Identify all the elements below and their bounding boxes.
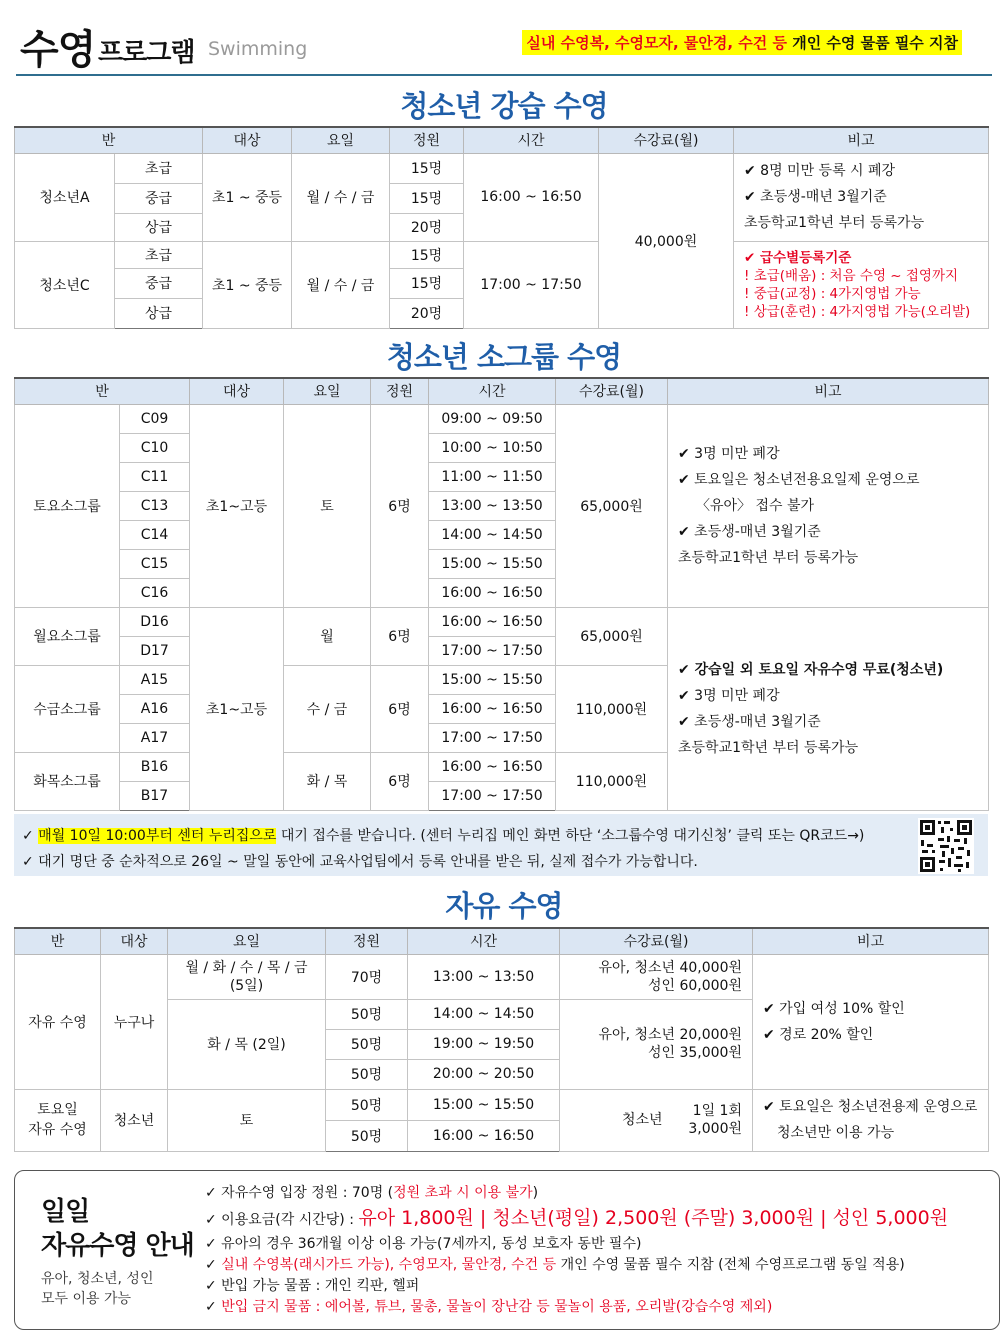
header-notice-rest: 개인 수영 물품 필수 지참 [786,34,958,52]
target: 초1~고등 [190,404,284,607]
target: 누구나 [101,954,168,1089]
col-header: 요일 [292,127,390,153]
level: 초급 [115,153,203,183]
class-code: C11 [120,462,190,491]
days: 월 [284,607,371,665]
info-line [205,1183,948,1204]
table-row [15,954,989,999]
note-line: ✔ 토요일은 청소년전용요일제 운영으로 [678,471,920,488]
class-code: C16 [120,578,190,607]
info-text: ) [532,1185,539,1201]
qr-code-icon[interactable] [918,818,974,874]
note-cell [753,954,989,1089]
time: 14:00 ~ 14:50 [429,520,556,549]
class-code: D16 [120,607,190,636]
table-row [15,153,989,183]
fee [560,954,753,999]
note-cell [753,1089,989,1151]
capacity: 50명 [326,1089,408,1120]
time: 16:00 ~ 16:50 [464,153,599,241]
page-header [16,14,992,76]
col-header: 대상 [203,127,292,153]
target: 초1 ~ 중등 [203,153,292,241]
col-header: 수강료(월) [560,928,753,954]
time: 20:00 ~ 20:50 [408,1059,560,1089]
class-code: C09 [120,404,190,433]
class-name: 청소년C [15,241,115,328]
time: 17:00 ~ 17:50 [429,636,556,665]
time: 17:00 ~ 17:50 [429,781,556,810]
section-title-lesson: 청소년 강습 수영 [400,89,608,123]
time: 17:00 ~ 17:50 [464,241,599,328]
fee: 110,000원 [556,665,668,752]
fee [560,1089,753,1151]
table-row [15,607,989,636]
level: 중급 [115,183,203,213]
col-header: 요일 [168,928,326,954]
fee-line: 유아, 청소년 20,000원 [598,1027,742,1043]
col-header: 수강료(월) [599,127,734,153]
class-name-line: 자유 수영 [28,1122,87,1138]
col-header: 반 [15,378,190,404]
days: 토 [284,404,371,607]
time: 16:00 ~ 16:50 [408,1120,560,1151]
daily-title-line: 자유수영 안내 [41,1231,194,1261]
note-cell [734,153,989,241]
class-code: C10 [120,433,190,462]
note-line: ✔ 초등생-매년 3월기준 [744,189,887,205]
info-line [205,1297,948,1318]
daily-free-swim-box [14,1170,1000,1330]
class-name: 월요소그룹 [15,607,120,665]
class-code: A16 [120,694,190,723]
price-list: 유아 1,800원 | 청소년(평일) 2,500원 (주말) 3,000원 | 성인 5,000원 [358,1207,949,1229]
class-code: C13 [120,491,190,520]
note-line: ✔ 가입 여성 10% 할인 [763,1000,905,1017]
fee-line: 성인 60,000원 [647,977,742,994]
capacity: 20명 [390,298,464,328]
col-header: 비고 [734,127,989,153]
fee: 65,000원 [556,607,668,665]
note-line: ✔ 강습일 외 토요일 자유수영 무료(청소년) [678,661,944,678]
capacity: 50명 [326,1029,408,1059]
page-title-en: Swimming [208,38,308,60]
fee: 40,000원 [599,153,734,328]
note-line: ✔ 8명 미만 등록 시 폐강 [744,163,896,179]
fee [560,999,753,1089]
note-line: ! 중급(교정) : 4가지영법 가능 [744,285,921,302]
time: 16:00 ~ 16:50 [429,752,556,781]
section-title-free: 자유 수영 [445,889,563,923]
days-line: 월 / 화 / 수 / 목 / 금 [185,959,308,976]
time: 15:00 ~ 15:50 [408,1089,560,1120]
lesson-table [14,126,989,329]
level: 초급 [115,241,203,268]
fee-label: 청소년 [622,1112,663,1128]
col-header: 요일 [284,378,371,404]
fee-line: 3,000원 [688,1121,742,1137]
level: 중급 [115,268,203,298]
col-header: 대상 [101,928,168,954]
note-line: ✔ 경로 20% 할인 [763,1026,874,1043]
time: 14:00 ~ 14:50 [408,999,560,1029]
note-line: ✔ 3명 미만 폐강 [678,445,780,462]
header-notice-red: 실내 수영복, 수영모자, 물안경, 수건 등 [526,34,787,52]
col-header: 정원 [371,378,429,404]
capacity: 15명 [390,153,464,183]
fee-line: 유아, 청소년 40,000원 [598,959,742,976]
capacity: 50명 [326,999,408,1029]
class-name: 토요소그룹 [15,404,120,607]
capacity: 15명 [390,183,464,213]
time: 17:00 ~ 17:50 [429,723,556,752]
time: 16:00 ~ 16:50 [429,694,556,723]
info-red: 반입 금지 물품 : 에어볼, 튜브, 물총, 물놀이 장난감 등 물놀이 용품, 오리발(강습수영 제외) [221,1299,773,1315]
days: 수 / 금 [284,665,371,752]
table-header-row [15,928,989,954]
col-header: 비고 [668,378,989,404]
free-swim-table [14,927,989,1152]
col-header: 대상 [190,378,284,404]
waitlist-notice [14,814,988,876]
note-line: ✔ 토요일은 청소년전용제 운영으로 [763,1099,978,1115]
header-notice [522,30,962,55]
col-header: 수강료(월) [556,378,668,404]
class-name: 화목소그룹 [15,752,120,810]
days: 화 / 목 (2일) [168,999,326,1089]
notice-line [22,825,864,845]
class-name: 청소년A [15,153,115,241]
daily-subtitle [41,1269,153,1309]
capacity: 6명 [371,752,429,810]
page-title: 수영 [20,27,96,73]
class-code: B16 [120,752,190,781]
target: 초1~고등 [190,607,284,810]
capacity: 6명 [371,665,429,752]
small-group-table [14,377,989,811]
capacity: 6명 [371,607,429,665]
capacity: 6명 [371,404,429,607]
class-code: A17 [120,723,190,752]
note-cell [668,404,989,607]
time: 16:00 ~ 16:50 [429,607,556,636]
note-line: 초등학교1학년 부터 등록가능 [744,215,925,231]
time: 11:00 ~ 11:50 [429,462,556,491]
info-text: 개인 수영 물품 필수 지참 (전체 수영프로그램 동일 적용) [556,1257,905,1273]
days: 월 / 수 / 금 [292,241,390,328]
col-header: 정원 [326,928,408,954]
fee: 110,000원 [556,752,668,810]
capacity: 15명 [390,241,464,268]
note-cell-red [734,241,989,328]
time: 13:00 ~ 13:50 [408,954,560,999]
info-line [205,1255,948,1276]
info-line: ✓ 반입 가능 물품 : 개인 킥판, 헬퍼 [205,1278,420,1294]
time: 10:00 ~ 10:50 [429,433,556,462]
fee-line: 성인 35,000원 [647,1045,742,1061]
daily-title [41,1195,194,1263]
note-line: ! 상급(훈련) : 4가지영법 가능(오리발) [744,303,971,320]
class-name: 자유 수영 [15,954,101,1089]
note-line: ✔ 급수별등록기준 [744,249,852,266]
col-header: 비고 [753,928,989,954]
note-line: ! 초급(배움) : 처음 수영 ~ 접영까지 [744,267,959,284]
info-red: 실내 수영복(래시가드 가능), 수영모자, 물안경, 수건 등 [221,1257,557,1273]
time: 13:00 ~ 13:50 [429,491,556,520]
info-red: 정원 초과 시 이용 불가 [393,1185,533,1201]
info-text: ✓ 자유수영 입장 정원 : 70명 ( [205,1185,394,1201]
capacity: 15명 [390,268,464,298]
daily-title-line: 일일 [41,1197,90,1227]
note-line: ✔ 초등생-매년 3월기준 [678,523,821,540]
class-name: 수금소그룹 [15,665,120,752]
info-line: ✓ 유아의 경우 36개월 이상 이용 가능(7세까지, 동성 보호자 동반 필수) [205,1236,642,1252]
level: 상급 [115,213,203,241]
days: 화 / 목 [284,752,371,810]
capacity: 70명 [326,954,408,999]
note-line: 청소년만 이용 가능 [777,1125,895,1141]
section-title-small: 청소년 소그룹 수영 [386,340,622,374]
daily-info-list [205,1183,948,1318]
time: 15:00 ~ 15:50 [429,549,556,578]
daily-subtitle-line: 유아, 청소년, 성인 [41,1271,154,1287]
time: 16:00 ~ 16:50 [429,578,556,607]
days: 토 [168,1089,326,1151]
table-header-row [15,378,989,404]
col-header: 반 [15,928,101,954]
class-code: C15 [120,549,190,578]
fee-line: 1일 1회 [692,1103,742,1119]
table-header-row [15,127,989,153]
class-code: D17 [120,636,190,665]
target: 초1 ~ 중등 [203,241,292,328]
note-line: ✔ 3명 미만 폐강 [678,687,780,704]
daily-subtitle-line: 모두 이용 가능 [41,1291,132,1307]
check-icon: ✓ [22,828,34,844]
level: 상급 [115,298,203,328]
time: 19:00 ~ 19:50 [408,1029,560,1059]
class-name-line: 토요일 [37,1102,78,1118]
col-header: 시간 [429,378,556,404]
note-line: 초등학교1학년 부터 등록가능 [678,549,859,566]
fee: 65,000원 [556,404,668,607]
target: 청소년 [101,1089,168,1151]
col-header: 시간 [464,127,599,153]
days [168,954,326,999]
notice-highlight: 매월 10일 10:00부터 센터 누리집으로 [38,828,277,844]
table-row [15,1089,989,1120]
class-code: A15 [120,665,190,694]
class-name [15,1089,101,1151]
info-text: ✓ [205,1257,222,1273]
info-line [205,1204,948,1234]
capacity: 50명 [326,1120,408,1151]
info-text: ✓ [205,1299,222,1315]
days: 월 / 수 / 금 [292,153,390,241]
days-line: (5일) [229,977,264,994]
notice-text: 대기 접수를 받습니다. (센터 누리집 메인 화면 하단 ‘소그룹수영 대기신청’ 클릭 또는 QR코드→) [276,828,865,844]
time: 09:00 ~ 09:50 [429,404,556,433]
class-code: B17 [120,781,190,810]
info-text: ✓ 이용요금(각 시간당) : [205,1212,359,1228]
capacity: 20명 [390,213,464,241]
capacity: 50명 [326,1059,408,1089]
note-line: ✔ 초등생-매년 3월기준 [678,713,821,730]
note-line: 초등학교1학년 부터 등록가능 [678,739,859,756]
col-header: 시간 [408,928,560,954]
col-header: 반 [15,127,203,153]
class-code: C14 [120,520,190,549]
note-line: 〈유아〉 접수 불가 [696,497,815,514]
table-row [15,404,989,433]
col-header: 정원 [390,127,464,153]
page-subtitle: 프로그램 [98,38,195,68]
notice-line: ✓ 대기 명단 중 순차적으로 26일 ~ 말일 동안에 교육사업팀에서 등록 안내를 받은 뒤, 실제 접수가 가능합니다. [22,854,698,870]
table-row [15,241,989,268]
time: 15:00 ~ 15:50 [429,665,556,694]
note-cell [668,607,989,810]
